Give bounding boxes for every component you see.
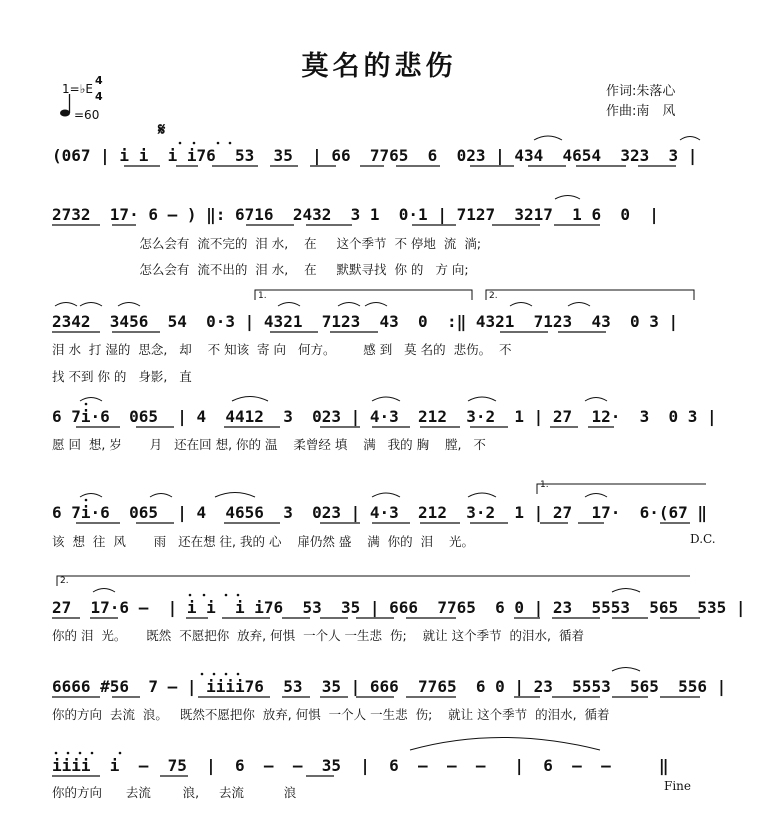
tempo-marking: =60 bbox=[74, 108, 100, 122]
notation-row-7: 6666 #56 7 – | iiii76 53 35 | 666 7765 6 0 | 23 5553 565 556 | bbox=[52, 677, 727, 696]
tie-mark bbox=[118, 303, 140, 307]
lyric-row-8: 你的方向 去流 浪, 去流 浪 bbox=[52, 785, 297, 800]
tie-mark bbox=[93, 589, 115, 593]
volta-bracket-2 bbox=[486, 290, 694, 300]
volta-bracket-2b bbox=[57, 576, 690, 586]
lyric-row-7: 你的方向 去流 浪。 既然不愿把你 放弃, 何惧 一个人 一生悲 伤; 就让 这个季节 的泪水, 循着 bbox=[52, 707, 610, 722]
tie-mark bbox=[468, 397, 496, 401]
tie-mark bbox=[534, 136, 562, 140]
tie-mark bbox=[555, 196, 580, 200]
lyric-row-6: 你的 泪 光。 既然 不愿把你 放弃, 何惧 一个人 一生悲 伤; 就让 这个季节 的泪水, 循着 bbox=[52, 628, 584, 643]
tie-mark bbox=[215, 493, 255, 498]
lyric-row-5: 该 想 往 风 雨 还在想 往, 我的 心 扉仍然 盛 满 你的 泪 光。 bbox=[52, 534, 475, 549]
tie-mark bbox=[510, 303, 532, 307]
key-signature: 1=♭E bbox=[62, 82, 93, 96]
time-signature-bottom: 4 bbox=[95, 90, 103, 103]
volta-2-label: 2. bbox=[489, 291, 498, 301]
notation-row-6: 27 17·6 – | i i i i76 53 35 | 666 7765 6 0 | 23 5553 565 535 | bbox=[52, 598, 746, 617]
lyric-row-3-verse-1: 泪 水 打 湿的 思念, 却 不 知该 寄 向 何方。 感 到 莫 名的 悲伤。 不 bbox=[52, 342, 512, 357]
volta-1b-label: 1. bbox=[540, 480, 549, 490]
lyric-row-3-verse-2: 找 不到 你 的 身影, 直 bbox=[52, 369, 192, 384]
tie-mark bbox=[680, 137, 700, 141]
tie-mark bbox=[372, 493, 400, 497]
notation-row-2: 2732 17· 6 – ) ‖: 6716 2432 3 1 0·1 | 7127 3217 1 6 0 | bbox=[52, 205, 659, 224]
lyric-row-2-verse-2: 怎么会有 流不出的 泪 水, 在 默默寻找 你 的 方 向; bbox=[52, 262, 469, 277]
notation-row-5: 6 7i·6 065 | 4 4656 3 023 | 4·3 212 3·2 1 | 27 17· 6·(67 ‖ bbox=[52, 503, 708, 522]
tie-mark bbox=[410, 738, 600, 751]
tie-mark bbox=[338, 303, 360, 307]
volta-1-label: 1. bbox=[258, 291, 267, 301]
tie-mark bbox=[232, 397, 268, 402]
tie-mark bbox=[372, 397, 400, 401]
tie-mark bbox=[80, 494, 102, 498]
notation-row-8: iiii i – 75 | 6 – – 35 | 6 – – – | 6 – – ‖ bbox=[52, 756, 669, 775]
tie-mark bbox=[55, 303, 77, 307]
notation-row-4: 6 7i·6 065 | 4 4412 3 023 | 4·3 212 3·2 1 | 27 12· 3 0 3 | bbox=[52, 407, 717, 426]
tie-mark bbox=[150, 494, 172, 498]
lyric-row-4: 愿 回 想, 岁 月 还在回 想, 你的 温 柔曾经 填 满 我的 胸 膛, 不 bbox=[52, 437, 486, 452]
volta-2b-label: 2. bbox=[60, 576, 69, 586]
segno-icon: 𝄋 bbox=[158, 120, 166, 140]
tie-mark bbox=[80, 303, 102, 307]
lyricist-credit: 作词:朱落心 bbox=[606, 84, 676, 99]
notation-row-3: 2342 3456 54 0·3 | 4321 7123 43 0 :‖ 4321 7123 43 0 3 | bbox=[52, 312, 679, 331]
tie-mark bbox=[278, 303, 300, 307]
song-title: 莫名的悲伤 bbox=[301, 51, 457, 82]
tie-mark bbox=[568, 303, 590, 307]
lyric-row-2-verse-1: 怎么会有 流不完的 泪 水, 在 这个季节 不 停地 流 淌; bbox=[52, 236, 482, 251]
tie-mark bbox=[468, 493, 496, 497]
volta-bracket-1 bbox=[255, 290, 472, 300]
notation-row-1: (067 | i i i i76 53 35 | 66 7765 6 023 | 434 4654 323 3 | bbox=[52, 146, 698, 165]
tie-mark bbox=[612, 589, 640, 593]
volta-bracket-1b bbox=[537, 484, 706, 494]
time-signature-top: 4 bbox=[95, 74, 103, 87]
tie-mark bbox=[612, 668, 640, 672]
tie-mark bbox=[585, 494, 607, 498]
dc-marking: D.C. bbox=[690, 532, 716, 546]
tie-mark bbox=[365, 303, 387, 307]
fine-marking: Fine bbox=[664, 779, 691, 793]
tie-mark bbox=[80, 398, 102, 402]
composer-credit: 作曲:南 风 bbox=[606, 104, 676, 119]
tie-mark bbox=[585, 398, 607, 402]
